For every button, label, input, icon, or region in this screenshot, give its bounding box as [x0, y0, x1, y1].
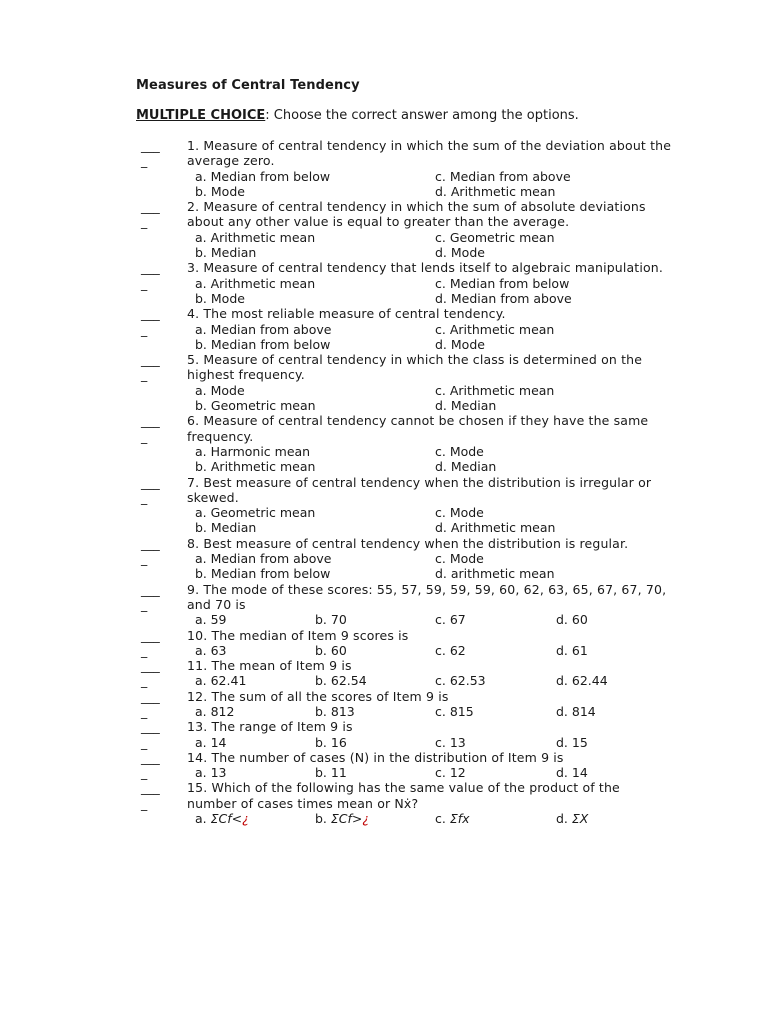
option-row: [0, 520, 768, 535]
question-list: [0, 138, 768, 826]
option-row: [0, 673, 768, 688]
question-text: Measure of central tendency in which the sum of the deviation about the average zero.: [187, 138, 672, 169]
option-list: [0, 169, 768, 200]
question-item: [0, 582, 768, 628]
option-row: [0, 184, 768, 199]
option-text: b. Median: [195, 520, 257, 536]
option-text: a.: [195, 811, 211, 827]
question-stem: [187, 306, 673, 321]
question-text: The number of cases (N) in the distribution of Item 9 is: [211, 749, 564, 765]
answer-option[interactable]: [435, 673, 486, 688]
question-stem: [187, 536, 673, 551]
option-text: d. 60: [556, 612, 588, 628]
option-text: c. Mode: [435, 551, 484, 567]
option-row: [0, 612, 768, 627]
option-text: b. 70: [315, 612, 347, 628]
question-stem: [187, 475, 673, 506]
option-text: d. Arithmetic mean: [435, 183, 556, 199]
answer-option[interactable]: [435, 811, 470, 826]
answer-option[interactable]: [195, 811, 249, 826]
question-item: [0, 260, 768, 306]
instructions: [136, 108, 579, 123]
answer-option[interactable]: [195, 673, 246, 688]
answer-blank[interactable]: ___ _: [141, 719, 160, 750]
option-list: [0, 765, 768, 780]
answer-option[interactable]: [435, 505, 484, 520]
answer-option[interactable]: [556, 673, 608, 688]
answer-blank[interactable]: ___ _: [141, 780, 160, 811]
question-item: [0, 138, 768, 199]
answer-blank[interactable]: ___ _: [141, 413, 160, 444]
answer-option[interactable]: [435, 169, 571, 184]
option-text: d. Mode: [435, 336, 485, 352]
option-row: [0, 322, 768, 337]
question-number: 7.: [187, 474, 200, 490]
answer-option[interactable]: [195, 169, 330, 184]
option-text: d. Mode: [435, 245, 485, 261]
answer-option[interactable]: [556, 811, 588, 826]
option-text: b. Median: [195, 245, 257, 261]
question-item: [0, 413, 768, 474]
answer-option[interactable]: [195, 643, 227, 658]
option-text: a. Geometric mean: [195, 505, 316, 521]
answer-option[interactable]: [195, 245, 256, 260]
answer-option[interactable]: [195, 505, 315, 520]
option-row: [0, 291, 768, 306]
option-row: [0, 459, 768, 474]
question-number: 2.: [187, 199, 200, 215]
question-item: [0, 689, 768, 720]
question-stem: [187, 628, 673, 643]
question-number: 9.: [187, 581, 200, 597]
option-text: c. Mode: [435, 443, 484, 459]
answer-option[interactable]: [556, 765, 588, 780]
option-row: [0, 765, 768, 780]
option-text: d. arithmetic mean: [435, 566, 555, 582]
option-text: a. 63: [195, 642, 227, 658]
option-text: c. Arithmetic mean: [435, 321, 555, 337]
option-text: d. Median: [435, 459, 497, 475]
option-row: [0, 169, 768, 184]
answer-option[interactable]: [195, 337, 330, 352]
math-symbol: ¿: [242, 811, 249, 827]
answer-option[interactable]: [315, 704, 355, 719]
option-text: d. 814: [556, 703, 596, 719]
option-text: c. Mode: [435, 505, 484, 521]
answer-option[interactable]: [195, 704, 234, 719]
option-text: b. Mode: [195, 183, 245, 199]
answer-option[interactable]: [435, 383, 554, 398]
option-text: d. 14: [556, 765, 588, 781]
question-text: Measure of central tendency cannot be chosen if they have the same frequency.: [187, 413, 649, 444]
answer-blank[interactable]: ___ _: [141, 581, 160, 612]
question-text: The range of Item 9 is: [211, 719, 353, 735]
question-number: 11.: [187, 658, 208, 674]
option-text: a. Median from below: [195, 168, 331, 184]
option-text: c. 67: [435, 612, 466, 628]
answer-option[interactable]: [195, 184, 245, 199]
answer-option[interactable]: [195, 735, 227, 750]
answer-option[interactable]: [435, 520, 555, 535]
answer-blank[interactable]: ___ _: [141, 627, 160, 658]
instructions-label: MULTIPLE CHOICE: [136, 108, 266, 123]
option-row: [0, 444, 768, 459]
question-item: [0, 780, 768, 826]
option-text: d. Arithmetic mean: [435, 520, 556, 536]
option-text: a. Arithmetic mean: [195, 275, 316, 291]
math-expression: ΣCf>: [330, 811, 363, 827]
option-row: [0, 505, 768, 520]
option-text: c. 12: [435, 765, 466, 781]
option-text: b. 813: [315, 703, 355, 719]
question-number: 10.: [187, 627, 208, 643]
option-text: c.: [435, 811, 450, 827]
option-text: a. Harmonic mean: [195, 443, 311, 459]
option-row: [0, 551, 768, 566]
answer-option[interactable]: [195, 276, 315, 291]
answer-option[interactable]: [435, 276, 569, 291]
answer-option[interactable]: [556, 704, 596, 719]
option-text: d. Median: [435, 398, 497, 414]
answer-blank[interactable]: ___ _: [141, 260, 160, 291]
question-stem: [187, 689, 673, 704]
question-item: [0, 352, 768, 413]
answer-option[interactable]: [435, 230, 555, 245]
answer-option[interactable]: [315, 765, 347, 780]
question-text: The median of Item 9 scores is: [211, 627, 409, 643]
answer-option[interactable]: [435, 337, 485, 352]
answer-option[interactable]: [435, 398, 496, 413]
option-row: [0, 811, 768, 826]
option-text: b. 60: [315, 642, 347, 658]
option-list: [0, 276, 768, 307]
question-text: Best measure of central tendency when the distribution is irregular or skewed.: [187, 474, 652, 505]
answer-option[interactable]: [435, 643, 466, 658]
answer-option[interactable]: [195, 398, 316, 413]
option-row: [0, 245, 768, 260]
answer-option[interactable]: [195, 551, 331, 566]
question-text: The most reliable measure of central tendency.: [203, 306, 506, 322]
instructions-text: : Choose the correct answer among the options.: [265, 108, 579, 123]
answer-option[interactable]: [556, 735, 588, 750]
option-text: a. 59: [195, 612, 227, 628]
option-list: [0, 505, 768, 536]
answer-blank[interactable]: ___ _: [141, 138, 160, 169]
answer-option[interactable]: [315, 735, 347, 750]
answer-option[interactable]: [315, 673, 367, 688]
answer-blank[interactable]: ___ _: [141, 658, 160, 689]
answer-option[interactable]: [435, 551, 484, 566]
answer-blank[interactable]: ___ _: [141, 535, 160, 567]
option-text: b. Geometric mean: [195, 398, 316, 414]
question-item: [0, 536, 768, 582]
answer-option[interactable]: [556, 612, 588, 627]
option-list: [0, 673, 768, 688]
option-row: [0, 643, 768, 658]
option-text: d. 62.44: [556, 673, 608, 689]
option-text: c. 62.53: [435, 673, 486, 689]
option-text: a. 62.41: [195, 673, 247, 689]
option-row: [0, 230, 768, 245]
question-number: 5.: [187, 352, 200, 368]
question-number: 12.: [187, 688, 208, 704]
question-number: 4.: [187, 306, 200, 322]
option-text: b. 16: [315, 734, 347, 750]
option-list: [0, 612, 768, 627]
answer-option[interactable]: [195, 291, 245, 306]
math-expression: Σfx: [449, 811, 470, 827]
option-text: c. Geometric mean: [435, 229, 555, 245]
option-text: b. Median from below: [195, 566, 331, 582]
answer-option[interactable]: [435, 245, 485, 260]
question-number: 8.: [187, 535, 200, 551]
option-text: c. Median from below: [435, 275, 570, 291]
answer-option[interactable]: [195, 459, 315, 474]
answer-option[interactable]: [435, 444, 484, 459]
answer-blank[interactable]: ___ _: [141, 749, 160, 781]
question-number: 3.: [187, 260, 200, 276]
option-text: a. Arithmetic mean: [195, 229, 316, 245]
option-list: [0, 811, 768, 826]
answer-option[interactable]: [195, 612, 227, 627]
option-text: c. 13: [435, 734, 466, 750]
answer-blank[interactable]: ___ _: [141, 474, 160, 505]
option-row: [0, 398, 768, 413]
option-text: b. Median from below: [195, 336, 331, 352]
answer-option[interactable]: [435, 612, 466, 627]
option-text: c. 62: [435, 642, 466, 658]
answer-option[interactable]: [195, 520, 256, 535]
question-stem: [187, 199, 673, 230]
option-text: a. 812: [195, 703, 235, 719]
option-row: [0, 337, 768, 352]
question-text: The mode of these scores: 55, 57, 59, 59, 59, 60, 62, 63, 65, 67, 67, 70, and 70 is: [187, 581, 667, 612]
option-text: c. Median from above: [435, 168, 571, 184]
option-text: b. Arithmetic mean: [195, 459, 316, 475]
question-item: [0, 750, 768, 781]
question-number: 1.: [187, 138, 200, 153]
question-stem: [187, 352, 673, 383]
option-text: a. 14: [195, 734, 227, 750]
question-text: Measure of central tendency in which the class is determined on the highest frequency.: [187, 352, 643, 383]
question-number: 6.: [187, 413, 200, 429]
answer-option[interactable]: [315, 612, 347, 627]
option-list: [0, 643, 768, 658]
question-item: [0, 199, 768, 260]
question-text: Best measure of central tendency when the distribution is regular.: [203, 535, 629, 551]
answer-option[interactable]: [195, 322, 331, 337]
math-expression: ΣCf<: [210, 811, 243, 827]
answer-option[interactable]: [435, 566, 555, 581]
option-list: [0, 230, 768, 261]
option-row: [0, 383, 768, 398]
question-number: 13.: [187, 719, 208, 735]
question-text: Measure of central tendency in which the sum of absolute deviations about any other value is equal to greater than the average.: [187, 199, 646, 230]
question-stem: [187, 719, 673, 734]
answer-option[interactable]: [195, 765, 227, 780]
answer-option[interactable]: [435, 184, 555, 199]
question-stem: [187, 413, 673, 444]
answer-option[interactable]: [195, 383, 245, 398]
question-item: [0, 719, 768, 750]
option-list: [0, 383, 768, 414]
option-text: c. Arithmetic mean: [435, 382, 555, 398]
answer-option[interactable]: [195, 230, 315, 245]
option-text: d. 15: [556, 734, 588, 750]
question-item: [0, 658, 768, 689]
option-list: [0, 551, 768, 582]
answer-option[interactable]: [435, 291, 572, 306]
option-text: a. 13: [195, 765, 227, 781]
page-title: Measures of Central Tendency: [136, 78, 360, 93]
question-text: Measure of central tendency that lends itself to algebraic manipulation.: [203, 260, 663, 276]
option-text: b. 11: [315, 765, 347, 781]
question-text: Which of the following has the same value of the product of the number of cases times mean or Nẋ?: [187, 780, 620, 811]
option-text: c. 815: [435, 703, 474, 719]
answer-blank[interactable]: ___ _: [141, 306, 160, 337]
question-item: [0, 475, 768, 536]
option-text: d.: [556, 811, 572, 827]
answer-option[interactable]: [435, 704, 474, 719]
option-text: b.: [315, 811, 331, 827]
option-list: [0, 704, 768, 719]
question-stem: [187, 260, 673, 275]
question-number: 15.: [187, 780, 208, 796]
question-stem: [187, 138, 673, 169]
question-stem: [187, 750, 673, 765]
option-row: [0, 704, 768, 719]
answer-option[interactable]: [556, 643, 588, 658]
option-row: [0, 566, 768, 581]
answer-blank[interactable]: ___ _: [141, 688, 160, 719]
answer-option[interactable]: [435, 322, 554, 337]
answer-option[interactable]: [195, 444, 310, 459]
question-item: [0, 628, 768, 659]
answer-blank[interactable]: ___ _: [141, 352, 160, 383]
question-text: The mean of Item 9 is: [211, 658, 352, 674]
answer-option[interactable]: [195, 566, 330, 581]
answer-blank[interactable]: ___ _: [141, 199, 160, 230]
option-text: d. 61: [556, 642, 588, 658]
question-stem: [187, 780, 673, 811]
answer-option[interactable]: [315, 811, 369, 826]
answer-option[interactable]: [435, 735, 466, 750]
math-expression: ΣX: [571, 811, 589, 827]
option-text: b. 62.54: [315, 673, 367, 689]
answer-option[interactable]: [435, 765, 466, 780]
question-text: The sum of all the scores of Item 9 is: [211, 688, 449, 704]
question-stem: [187, 658, 673, 673]
option-text: a. Median from above: [195, 321, 332, 337]
option-list: [0, 444, 768, 475]
question-stem: [187, 582, 673, 613]
answer-option[interactable]: [435, 459, 496, 474]
option-text: b. Mode: [195, 290, 245, 306]
option-list: [0, 735, 768, 750]
option-row: [0, 735, 768, 750]
answer-option[interactable]: [315, 643, 347, 658]
option-row: [0, 276, 768, 291]
math-symbol: ¿: [362, 811, 370, 827]
option-text: a. Median from above: [195, 551, 332, 567]
option-list: [0, 322, 768, 353]
option-text: d. Median from above: [435, 290, 572, 306]
question-item: [0, 306, 768, 352]
question-number: 14.: [187, 749, 208, 765]
option-text: a. Mode: [195, 382, 245, 398]
